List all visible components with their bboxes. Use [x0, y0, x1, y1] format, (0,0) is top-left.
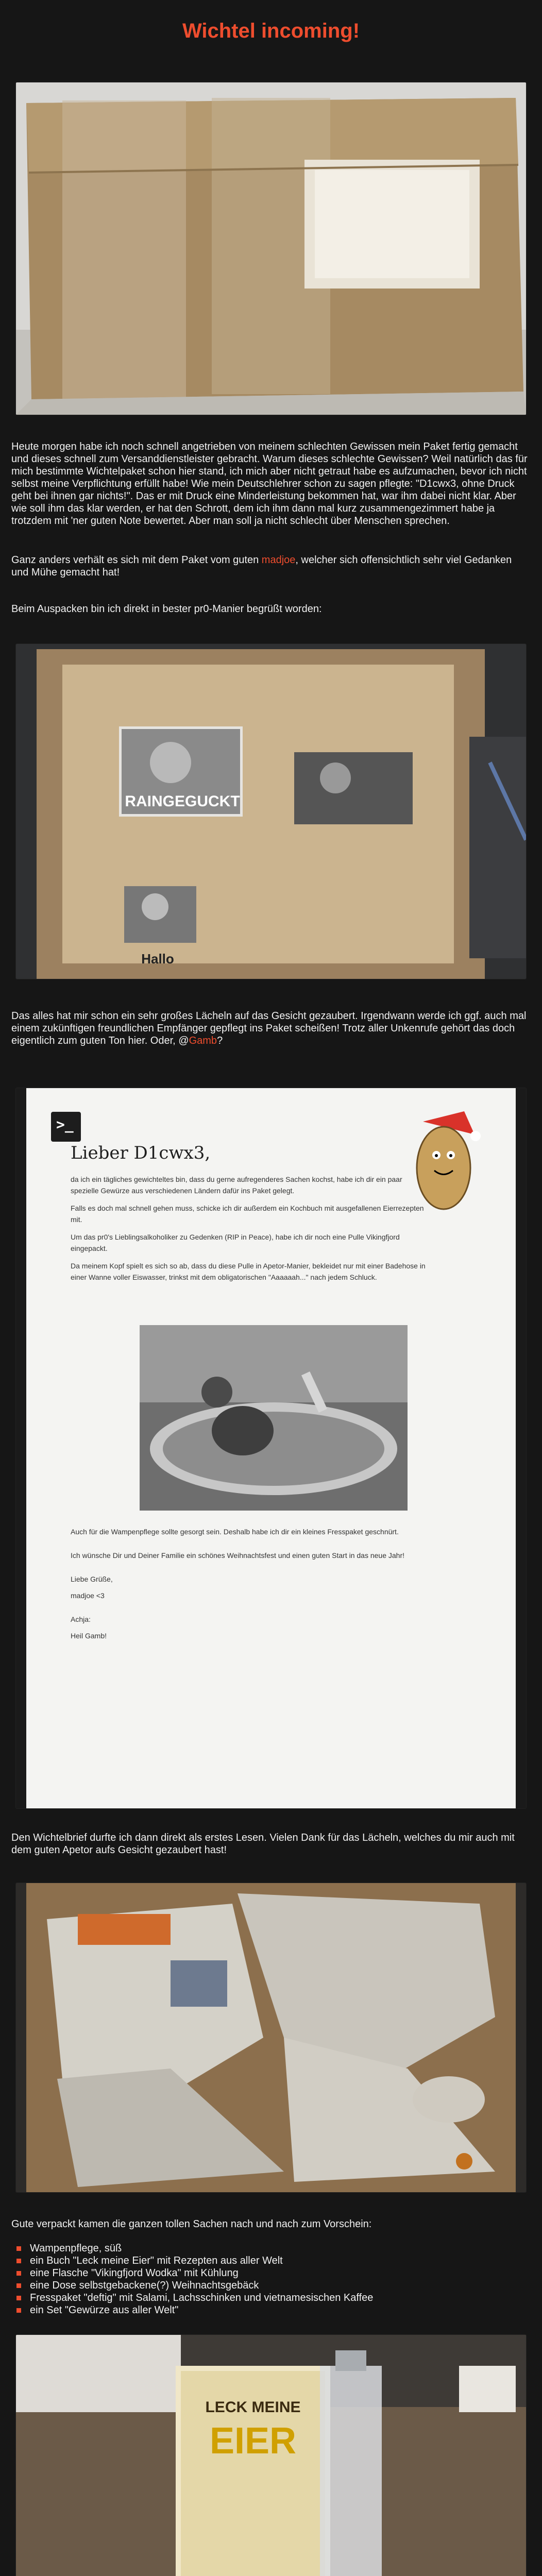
list-item: eine Dose selbstgebackene(?) Weihnachtsgebäck [11, 2279, 531, 2292]
slip-text: Hallo [141, 951, 174, 967]
letter-paragraph: da ich ein tägliches gewichteltes bin, dass du gerne aufregenderes Sachen kochst, habe ich dir ein paar spezielle Gewürze aus verschiedenen Ländern dafür ins Paket gelegt. [71, 1175, 402, 1195]
letter-paragraph: Da meinem Kopf spielt es sich so ab, dass du diese Pulle in Apetor-Manier, bekleidet nur mit einer Badehose in einer Wanne voller Eiswasser, trinkst mit dem obligatorischen "Aaaaaah..." nach jedem Schluck. [71, 1262, 426, 1281]
letter-greeting: Liebe Grüße, [71, 1575, 113, 1583]
opened-box-photo [16, 644, 526, 979]
stamp-text: RAINGEGUCKT [125, 793, 240, 810]
post-title: Wichtel incoming! [182, 20, 360, 42]
letter-caption: Den Wichtelbrief durfte ich dann direkt als erstes Lesen. Vielen Dank für das Lächeln, welches du mir auch mit dem guten Apetor aufs Gesicht gezaubert hast! [11, 1832, 515, 1856]
letter-postscript: Achja: [71, 1615, 91, 1623]
smile-paragraph [11, 1010, 531, 1047]
smile-text-end: ? [217, 1035, 223, 1046]
smile-text: Das alles hat mir schon ein sehr großes Lächeln auf das Gesicht gezaubert. Irgendwann werde ich ggf. auch mal einem zukünftigen freundlichen Empfänger gepflegt ins Paket scheißen! Trotz aller Unkenrufe gehört das doch eigentlich zum guten Ton hier. Oder, @ [11, 1010, 527, 1046]
user-link-gamb[interactable]: Gamb [189, 1035, 217, 1046]
list-item: Wampenpflege, süß [11, 2242, 531, 2255]
letter-paragraph: Ich wünsche Dir und Deiner Familie ein schönes Weihnachtsfest und einen guten Start in das neue Jahr! [71, 1551, 404, 1560]
items-photo [16, 2335, 526, 2576]
list-item: ein Set "Gewürze aus aller Welt" [11, 2304, 531, 2316]
items-list [11, 2242, 531, 2316]
unpack-paragraph: Beim Auspacken bin ich direkt in bester pr0-Manier begrüßt worden: [11, 603, 322, 615]
letter-postscript: Heil Gamb! [71, 1632, 107, 1640]
book-title-line2: EIER [209, 2420, 297, 2462]
parcel-photo [16, 82, 526, 415]
letter-paragraph: Auch für die Wampenpflege sollte gesorgt sein. Deshalb habe ich dir ein kleines Fresspaket geschnürt. [71, 1528, 399, 1536]
letter-paragraph: Um das pr0's Lieblingsalkoholiker zu Gedenken (RIP in Peace), habe ich dir noch eine Pulle Vikingfjord eingepackt. [71, 1233, 400, 1252]
list-item: eine Flasche "Vikingfjord Wodka" mit Kühlung [11, 2267, 531, 2279]
intro-text: Ganz anders verhält es sich mit dem Paket vom guten [11, 554, 262, 566]
letter-heading: Lieber D1cwx3, [71, 1143, 211, 1163]
letter-signature: madjoe <3 [71, 1591, 105, 1600]
letter-paragraph: Falls es doch mal schnell gehen muss, schicke ich dir außerdem ein Kochbuch mit ausgefallenen Eierrezepten mit. [71, 1204, 424, 1224]
intro-paragraph-2 [11, 554, 531, 579]
packing-photo [16, 1883, 526, 2192]
list-item: Fresspaket "deftig" mit Salami, Lachsschinken und vietnamesischen Kaffee [11, 2292, 531, 2304]
items-intro: Gute verpackt kamen die ganzen tollen Sachen nach und nach zum Vorschein: [11, 2218, 372, 2230]
terminal-icon: >_ [51, 1112, 81, 1142]
letter-body-bottom [71, 1526, 426, 1641]
intro-text-end: , welcher sich offensichtlich sehr viel Gedanken und Mühe gemacht hat! [11, 554, 512, 578]
bathtub-photo [140, 1325, 408, 1511]
letter-photo [16, 1088, 526, 1808]
letter-paper [26, 1088, 516, 1808]
intro-paragraph: Heute morgen habe ich noch schnell angetrieben von meinem schlechten Gewissen mein Paket fertig gemacht und dieses schnell zum Versanddienstleister gebracht. Warum dieses schlechte Gewissen? Weil natürlich das für mich bestimmte Wichtelpaket schon hier stand, ich mich aber nicht getraut habe es aufzumachen, bevor ich nicht selbst meine Verpflichtung erfüllt habe! Wie mein Deutschlehrer schon zu sagen pflegte: "D1cwx3, ohne Druck geht bei ihnen gar nichts!". Das er mit Druck eine Minderleistung bekommen hat, war ihm dabei nicht klar. Aber wie soll ihm das klar werden, er hat den Schrott, dem ich ihm dann mal kurz zusammengezimmert habe ja trotzdem mit 'ner guten Note bewertet. Aber man soll ja nicht schlecht über Menschen sprechen. [11, 441, 528, 527]
user-link-madjoe[interactable]: madjoe [261, 554, 296, 566]
book-title-line1: LECK MEINE [205, 2399, 301, 2416]
list-item: ein Buch "Leck meine Eier" mit Rezepten aus aller Welt [11, 2255, 531, 2267]
letter-body-top [71, 1174, 426, 1283]
